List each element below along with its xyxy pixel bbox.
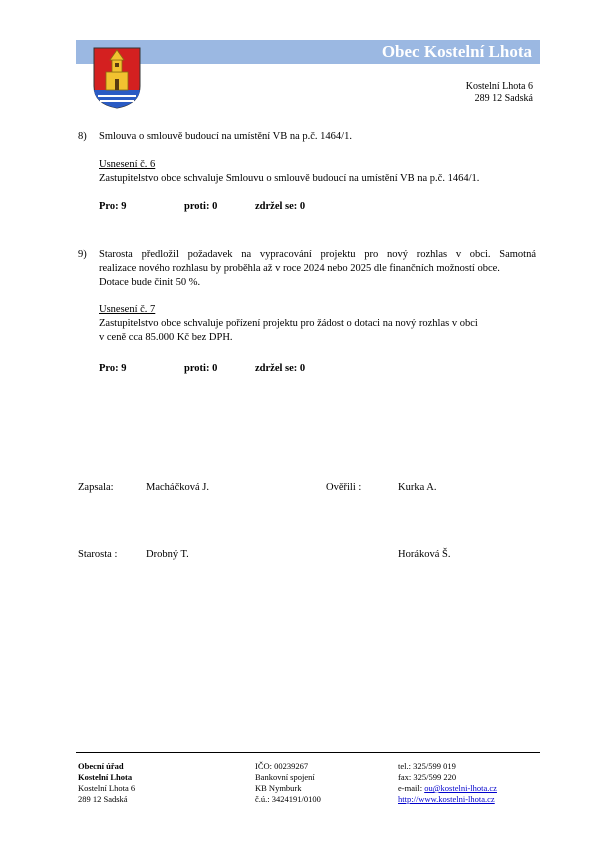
overili-label: Ověřili : — [326, 482, 362, 493]
vote-zdrzel: zdržel se: 0 — [255, 363, 306, 374]
coat-of-arms-emblem — [92, 46, 142, 110]
starosta-name: Drobný T. — [146, 549, 189, 560]
item-number: 8) — [78, 131, 87, 142]
vote-pro: Pro: 9 — [99, 201, 127, 212]
item-text: Smlouva o smlouvě budoucí na umístění VB na p.č. 1464/1. — [99, 131, 352, 142]
resolution-text-line: v ceně cca 85.000 Kč bez DPH. — [99, 332, 233, 343]
resolution-text-line: Zastupitelstvo obce schvaluje pořízení projektu pro žádost o dotaci na nový rozhlas v obci — [99, 318, 478, 329]
zapsala-label: Zapsala: — [78, 482, 114, 493]
website-link[interactable]: http://www.kostelni-lhota.cz — [398, 794, 495, 804]
footer-ico: IČO: 00239267 — [255, 761, 309, 771]
resolution-title: Usnesení č. 7 — [99, 304, 156, 315]
footer-account-number: č.ú.: 3424191/0100 — [255, 794, 321, 804]
footer-bank-label: Bankovní spojení — [255, 772, 315, 782]
municipality-title: Obec Kostelní Lhota — [381, 42, 532, 61]
second-verifier-name: Horáková Š. — [398, 549, 451, 560]
vote-pro: Pro: 9 — [99, 363, 127, 374]
starosta-label: Starosta : — [78, 549, 118, 560]
resolution-text: Zastupitelstvo obce schvaluje Smlouvu o smlouvě budoucí na umístění VB na p.č. 1464/1. — [99, 173, 480, 184]
email-link[interactable]: ou@kostelni-lhota.cz — [424, 783, 497, 793]
footer-email-label: e-mail: — [398, 783, 425, 793]
vote-proti: proti: 0 — [184, 363, 218, 374]
footer-phone: tel.: 325/599 019 — [398, 761, 456, 771]
zapsala-name: Macháčková J. — [146, 482, 209, 493]
item-text-line: realizace nového rozhlasu by proběhla až v roce 2024 nebo 2025 dle finančních možností obce. — [99, 263, 500, 274]
footer-divider — [76, 752, 540, 753]
vote-proti: proti: 0 — [184, 201, 218, 212]
footer-office-name: Obecní úřad — [78, 761, 124, 771]
footer-office-village: Kostelní Lhota — [78, 772, 133, 782]
address-line-1: Kostelní Lhota 6 — [465, 81, 533, 92]
resolution-title: Usnesení č. 6 — [99, 159, 156, 170]
vote-zdrzel: zdržel se: 0 — [255, 201, 306, 212]
overili-name: Kurka A. — [398, 482, 437, 493]
item-text-line: Starosta předložil požadavek na vypracování projektu pro nový rozhlas v obci. Samotná — [99, 249, 536, 260]
footer-office-address: Kostelní Lhota 6 — [78, 783, 136, 793]
footer-fax: fax: 325/599 220 — [398, 772, 457, 782]
item-text-line: Dotace bude činit 50 %. — [99, 277, 201, 288]
footer-bank-name: KB Nymburk — [255, 783, 302, 793]
item-number: 9) — [78, 249, 87, 260]
header-bar — [76, 40, 540, 64]
address-line-2: 289 12 Sadská — [474, 93, 533, 104]
footer-email-row — [398, 783, 497, 794]
footer-office-postcode: 289 12 Sadská — [78, 794, 128, 804]
